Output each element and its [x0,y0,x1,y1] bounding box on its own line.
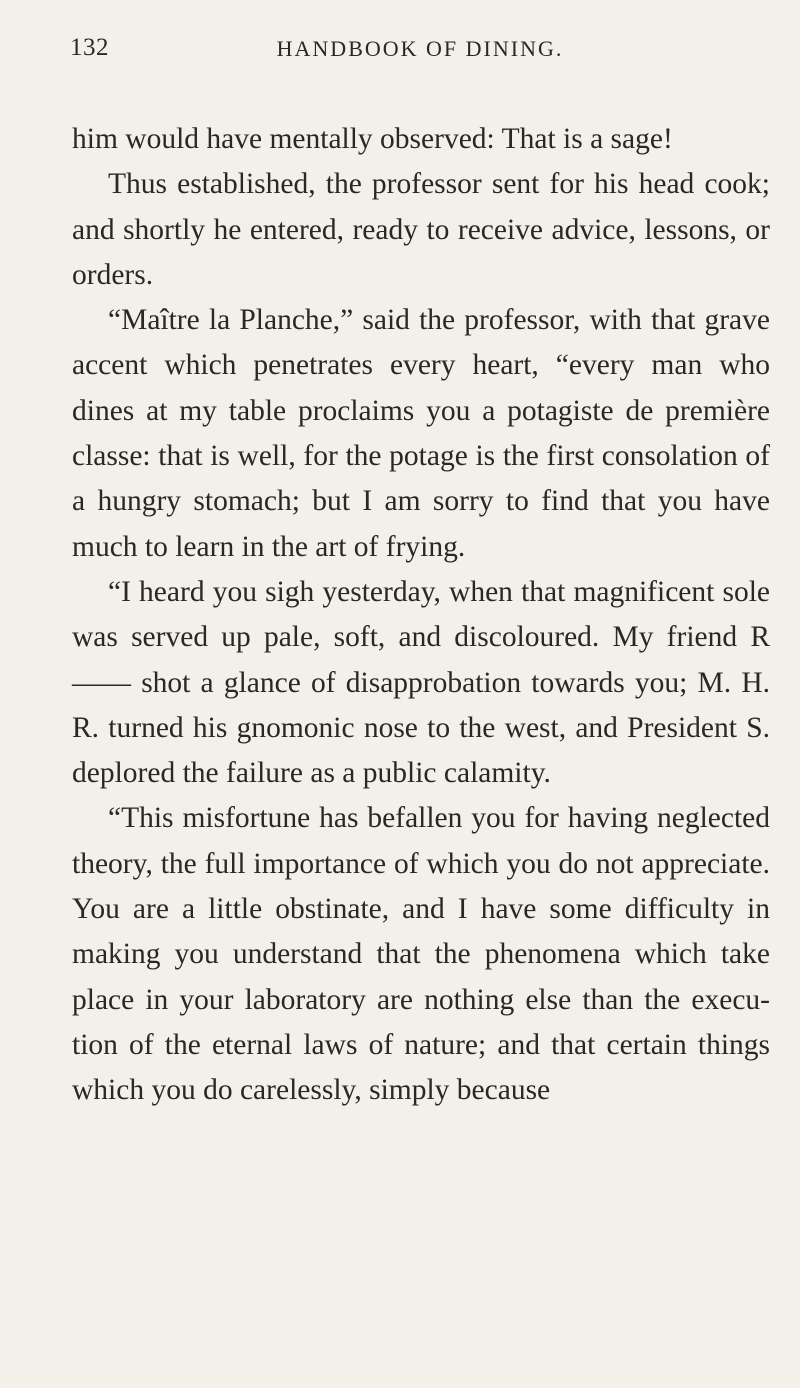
running-title: HANDBOOK OF DINING. [276,36,564,61]
running-head [70,34,770,74]
paragraph-5: “This misfortune has befallen you for having neglected theory, the full importance of which you do not appreciate. You are a little obstinate, and I have some difficulty in making you understand that the phenomena which take place in your laboratory are nothing else than the execution of the eternal laws of nature; and that certain things which you do carelessly, simply because [72,802,770,1107]
paragraph-2: Thus established, the professor sent for his head cook; and shortly he entered, ready to receive advice, lessons, or orders. [72,168,770,291]
paragraph-4: “I heard you sigh yesterday, when that magnificent sole was served up pale, soft, and discoloured. My friend R—— shot a glance of disapprobation towards you; M. H. R. turned his gnomonic nose to the west, and President S. deplored the failure as a public calamity. [72,575,770,790]
paragraph-3: “Maître la Planche,” said the professor, with that grave accent which penetrates every heart, “every man who dines at my table proclaims you a potagiste de première classe: that is well, for the potage is the first consolation of a hungry stomach; but I am sorry to find that you have much to learn in the art of frying. [72,304,770,563]
page-number: 132 [70,34,109,61]
paragraph-1: him would have mentally observed: That is a sage! [72,123,673,155]
body-text [72,117,770,1114]
